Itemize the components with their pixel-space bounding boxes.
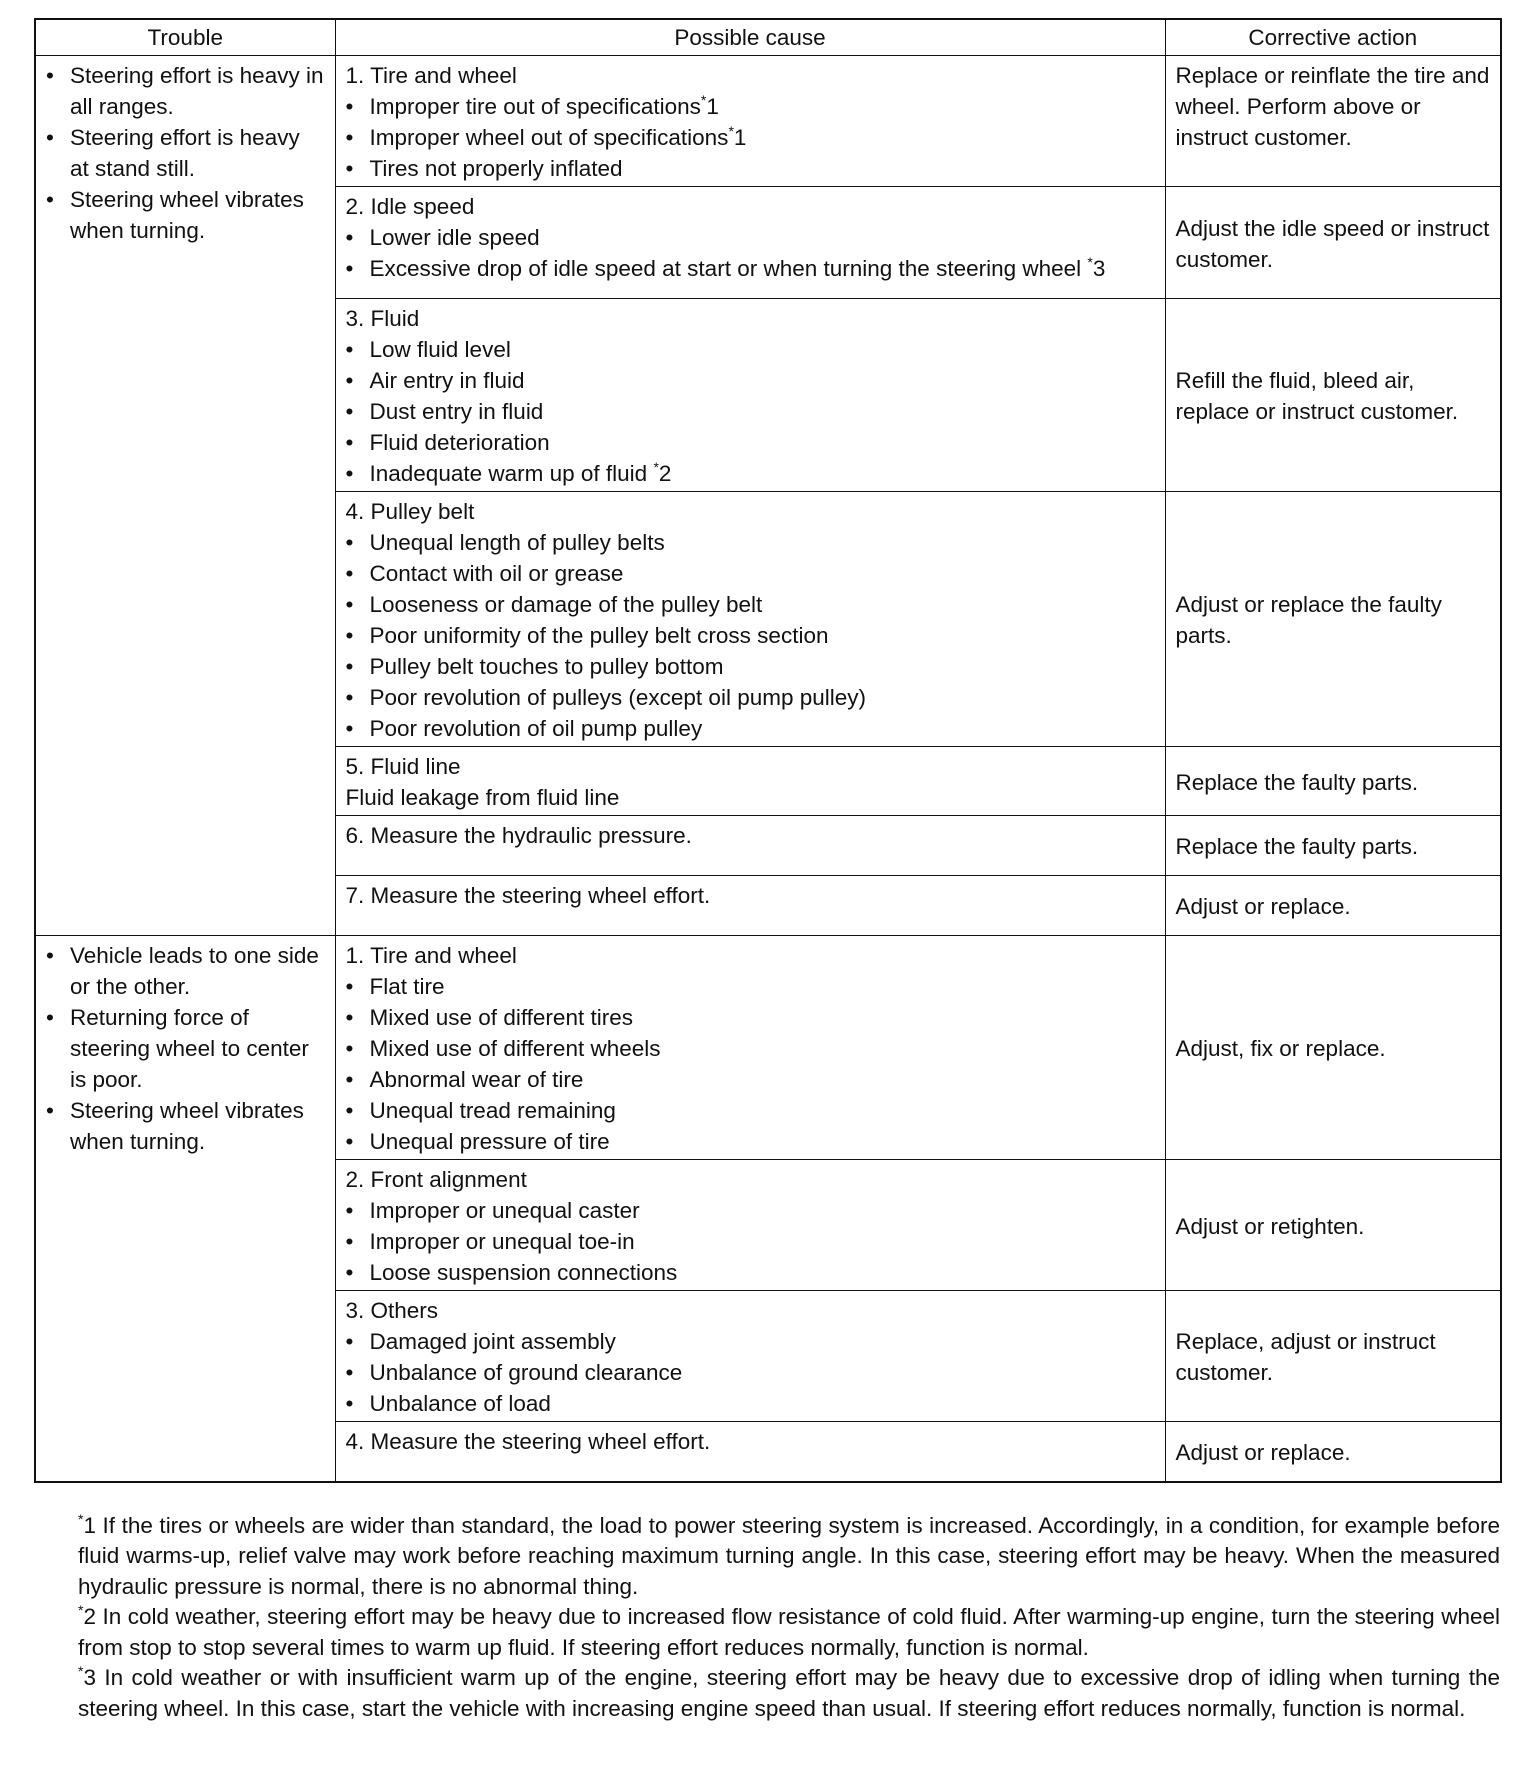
trouble-cell [35, 936, 335, 1482]
cause-cell [335, 1291, 1165, 1422]
footnote-ref: 3 [1092, 256, 1106, 281]
footnote-text: In cold weather, steering effort may be heavy due to increased flow resistance of cold fluid. After warming-up engine, turn the steering wheel from stop to stop several times to warm up fluid. If steering effort reduces normally, function is normal. [78, 1604, 1500, 1660]
cause-item [346, 122, 1155, 153]
footnote-text: In cold weather or with insufficient warm up of the engine, steering effort may be heavy due to excessive drop of idling when turning the steering wheel. In this case, start the vehicle with increasing engine speed than usual. If steering effort reduces normally, function is normal. [78, 1665, 1500, 1721]
cause-item [346, 222, 1155, 253]
action-cell: Adjust or replace. [1165, 1422, 1501, 1482]
trouble-item: • Returning force of steering wheel to center is poor. [46, 1002, 325, 1095]
cause-cell [335, 747, 1165, 816]
footnote [78, 1663, 1500, 1724]
cause-item [346, 153, 1155, 184]
cause-item-text: Mixed use of different tires [369, 1005, 633, 1030]
cause-item-text: Low fluid level [369, 337, 511, 362]
action-cell: Replace or reinflate the tire and wheel. Perform above or instruct customer. [1165, 56, 1501, 187]
cause-item [346, 365, 1155, 396]
cause-cell [335, 876, 1165, 936]
cause-item-text: Mixed use of different wheels [369, 1036, 661, 1061]
cause-item-text: Improper wheel out of specifications [369, 125, 729, 150]
table-body [35, 56, 1501, 1482]
footnote-mark: * [78, 1602, 84, 1618]
cause-title: 3. Fluid [345, 306, 420, 331]
cause-item-text: Damaged joint assembly [369, 1329, 616, 1354]
footnote-mark: * [728, 123, 734, 139]
cause-item [346, 1357, 1155, 1388]
cause-text: Fluid leakage from fluid line [345, 785, 620, 810]
footnote-number: 3 [83, 1665, 96, 1690]
action-cell: Replace the faulty parts. [1165, 747, 1501, 816]
cause-item [346, 1195, 1155, 1226]
footnote-mark: * [653, 459, 659, 475]
cause-item [346, 1033, 1155, 1064]
table-header-row [35, 19, 1501, 56]
footnote-mark: * [78, 1510, 84, 1527]
trouble-item: • Steering effort is heavy at stand still. [46, 122, 325, 184]
trouble-item: • Steering wheel vibrates when turning. [46, 1095, 325, 1157]
cause-item-text: Contact with oil or grease [369, 561, 624, 586]
cause-item-text: Air entry in fluid [369, 368, 525, 393]
footnote-number: 1 [83, 1512, 96, 1538]
cause-item-text: Unbalance of load [369, 1391, 551, 1416]
action-cell: Adjust or replace. [1165, 876, 1501, 936]
cause-item-text: Lower idle speed [369, 225, 540, 250]
footnote-ref: 2 [658, 461, 672, 486]
cause-item-text: Inadequate warm up of fluid [369, 461, 654, 486]
footnote-text: If the tires or wheels are wider than standard, the load to power steering system is increased. Accordingly, in a condition, for example before fluid warms-up, relief valve may work before reaching maximum turning angle. In this case, steering effort may be heavy. When the measured hydraulic pressure is normal, there is no abnormal thing. [78, 1512, 1500, 1599]
footnote [78, 1602, 1500, 1663]
cause-item-text: Unbalance of ground clearance [369, 1360, 683, 1385]
action-cell: Adjust, fix or replace. [1165, 936, 1501, 1160]
action-cell: Replace the faulty parts. [1165, 816, 1501, 876]
cause-item [346, 1388, 1155, 1419]
cause-title: 4. Pulley belt [345, 499, 475, 524]
trouble-item: • Steering effort is heavy in all ranges. [46, 60, 325, 122]
cause-item [346, 651, 1155, 682]
footnote-number: 2 [83, 1604, 96, 1629]
cause-cell [335, 936, 1165, 1160]
cause-cell [335, 1422, 1165, 1482]
cause-item [346, 589, 1155, 620]
footnote-ref: 1 [706, 94, 719, 119]
troubleshooting-table [34, 18, 1502, 1483]
cause-item [346, 1002, 1155, 1033]
cause-item [346, 1126, 1155, 1157]
action-cell: Adjust or retighten. [1165, 1160, 1501, 1291]
cause-item [346, 1326, 1155, 1357]
cause-item [346, 253, 1155, 284]
cause-title: 5. Fluid line [345, 754, 461, 779]
cause-item-text: Looseness or damage of the pulley belt [369, 592, 763, 617]
cause-cell [335, 1160, 1165, 1291]
cause-item-text: Loose suspension connections [369, 1260, 678, 1285]
cause-item-text: Fluid deterioration [369, 430, 550, 455]
cause-item-text: Unequal length of pulley belts [369, 530, 665, 555]
cause-item-text: Poor revolution of pulleys (except oil pump pulley) [369, 685, 867, 710]
cause-item [346, 1257, 1155, 1288]
cause-item [346, 558, 1155, 589]
footnote-mark: * [78, 1663, 84, 1679]
cause-item-text: Abnormal wear of tire [369, 1067, 584, 1092]
cause-item-text: Dust entry in fluid [369, 399, 544, 424]
cause-item [346, 1226, 1155, 1257]
cause-item-text: Improper or unequal toe-in [369, 1229, 635, 1254]
cause-item [346, 971, 1155, 1002]
cause-item-text: Tires not properly inflated [369, 156, 623, 181]
cause-item-text: Unequal pressure of tire [369, 1129, 610, 1154]
cause-item [346, 682, 1155, 713]
trouble-cell [35, 56, 335, 936]
cause-title: 2. Idle speed [345, 194, 475, 219]
cause-item [346, 91, 1155, 122]
action-cell: Adjust the idle speed or instruct customer. [1165, 187, 1501, 299]
cause-item [346, 620, 1155, 651]
footnote-ref: 1 [733, 125, 747, 150]
cause-item [346, 1064, 1155, 1095]
cause-item-text: Improper or unequal caster [369, 1198, 640, 1223]
cause-item [346, 527, 1155, 558]
cause-title: 4. Measure the steering wheel effort. [345, 1429, 711, 1454]
cause-title: 3. Others [345, 1298, 439, 1323]
cause-title: 1. Tire and wheel [345, 63, 517, 88]
cause-item-text: Unequal tread remaining [369, 1098, 616, 1123]
trouble-item: • Vehicle leads to one side or the other. [46, 940, 325, 1002]
trouble-item: • Steering wheel vibrates when turning. [46, 184, 325, 246]
cause-cell [335, 299, 1165, 492]
action-cell: Adjust or replace the faulty parts. [1165, 492, 1501, 747]
cause-cell [335, 56, 1165, 187]
cause-title: 6. Measure the hydraulic pressure. [345, 823, 692, 848]
footnote-mark: * [1087, 254, 1093, 270]
cause-cell [335, 816, 1165, 876]
footnote-mark: * [700, 92, 707, 108]
header-corrective-action: Corrective action [1165, 19, 1501, 56]
cause-item-text: Flat tire [369, 974, 445, 999]
footnotes [34, 1511, 1500, 1725]
cause-cell [335, 492, 1165, 747]
table-row [35, 56, 1501, 187]
action-cell: Refill the fluid, bleed air, replace or instruct customer. [1165, 299, 1501, 492]
cause-item [346, 334, 1155, 365]
cause-item-text: Poor revolution of oil pump pulley [369, 716, 703, 741]
cause-item [346, 427, 1155, 458]
cause-item-text: Excessive drop of idle speed at start or when turning the steering wheel [369, 256, 1088, 281]
cause-item [346, 458, 1155, 489]
cause-item-text: Pulley belt touches to pulley bottom [369, 654, 724, 679]
document [34, 18, 1500, 1724]
header-trouble: Trouble [35, 19, 335, 56]
cause-item-text: Poor uniformity of the pulley belt cross section [369, 623, 829, 648]
cause-cell [335, 187, 1165, 299]
action-cell: Replace, adjust or instruct customer. [1165, 1291, 1501, 1422]
cause-title: 2. Front alignment [345, 1167, 527, 1192]
cause-item [346, 713, 1155, 744]
cause-title: 7. Measure the steering wheel effort. [345, 883, 711, 908]
cause-item [346, 396, 1155, 427]
cause-title: 1. Tire and wheel [345, 943, 517, 968]
header-possible-cause: Possible cause [335, 19, 1165, 56]
table-row [35, 936, 1501, 1160]
footnote [78, 1511, 1500, 1603]
cause-item-text: Improper tire out of specifications [369, 94, 701, 119]
cause-item [346, 1095, 1155, 1126]
